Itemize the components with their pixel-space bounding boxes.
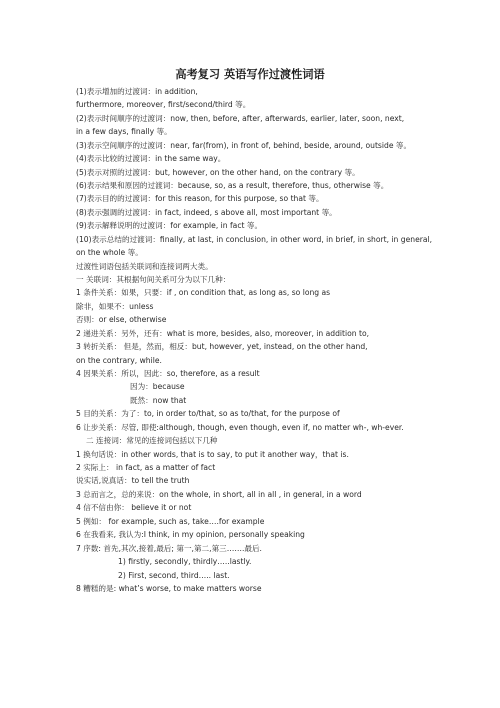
text-line: 5 例如： for example, such as, take….for example	[76, 517, 265, 526]
text-line: 3 总而言之，总的来说：on the whole, in short, all in all , in general, in a word	[76, 490, 362, 499]
text-line: (7)表示目的的过渡词：for this reason, for this purpose, so that 等。	[76, 194, 324, 203]
text-line: 2) First, second, third….. last.	[118, 571, 230, 580]
text-line: (10)表示总结的过渡词：finally, at last, in conclusion, in other word, in brief, in short, in general,	[76, 235, 433, 244]
text-line: on the whole 等。	[76, 248, 143, 257]
text-line: 5 目的关系：为了：to, in order to/that, so as to/that, for the purpose of	[76, 409, 340, 418]
text-line: 3 转折关系： 但是，然而，相反：but, however, yet, instead, on the other hand,	[76, 342, 368, 351]
text-line: 2 实际上： in fact, as a matter of fact	[76, 463, 216, 472]
text-line: (8)表示强调的过渡词：in fact, indeed, s above all, most important 等。	[76, 208, 337, 217]
text-line: 1 换句话说：in other words, that is to say, to put it another way，that is.	[76, 450, 349, 459]
text-line: furthermore, moreover, first/second/third 等。	[76, 100, 251, 109]
text-line: 1) firstly, secondly, thirdly…..lastly.	[118, 557, 252, 566]
text-line: (4)表示比较的过渡词：in the same way。	[76, 154, 226, 163]
text-line: 4 因果关系：所以，因此：so, therefore, as a result	[76, 369, 260, 378]
section-heading: 二 连接词：常见的连接词包括以下几种	[86, 436, 218, 445]
text-line: (2)表示时间顺序的过渡词：now, then, before, after, afterwards, earlier, later, soon, next,	[76, 114, 405, 123]
text-line: (6)表示结果和原因的过渡词：because, so, as a result, therefore, thus, otherwise 等。	[76, 181, 389, 190]
text-line: 2 递进关系：另外，还有：what is more, besides, also, moreover, in addition to,	[76, 329, 370, 338]
text-line: 8 糟糕的是: what’s worse, to make matters worse	[76, 584, 262, 593]
text-line: (1)表示增加的过渡词：in addition,	[76, 87, 198, 96]
text-line: 1 条件关系：如果，只要：if , on condition that, as long as, so long as	[76, 288, 331, 297]
section-heading: 一 关联词：其根据句间关系可分为以下几种：	[76, 275, 231, 284]
text-line: 6 在我看来, 我认为:I think, in my opinion, personally speaking	[76, 530, 305, 539]
text-line: in a few days, finally 等。	[76, 127, 172, 136]
text-line: 4 信不信由你： believe it or not	[76, 503, 192, 512]
text-line: 否则：or else, otherwise	[76, 315, 167, 324]
text-line: (9)表示解释说明的过渡词：for example, in fact 等。	[76, 221, 263, 230]
text-line: 过渡性词语包括关联词和连接词两大类。	[76, 262, 213, 271]
text-line: (3)表示空间顺序的过渡词：near, far(from), in front of, behind, beside, around, outside 等。	[76, 141, 412, 150]
text-line: 既然：now that	[130, 396, 187, 405]
text-line: on the contrary, while.	[76, 356, 162, 365]
text-line: 说实话,说真话：to tell the truth	[76, 476, 190, 485]
text-line: 因为：because	[130, 382, 185, 391]
text-line: 除非，如果不：unless	[76, 302, 154, 311]
text-line: (5)表示对照的过渡词：but, however, on the other hand, on the contrary 等。	[76, 168, 360, 177]
text-line: 7 序数: 首先,其次,接着,最后; 第一,第二,第三…….最后.	[76, 544, 262, 553]
text-line: 6 让步关系：尽管, 即使:although, though, even though, even if, no matter wh-, wh-ever.	[76, 423, 404, 432]
page-title: 高考复习 英语写作过渡性词语	[175, 68, 325, 81]
